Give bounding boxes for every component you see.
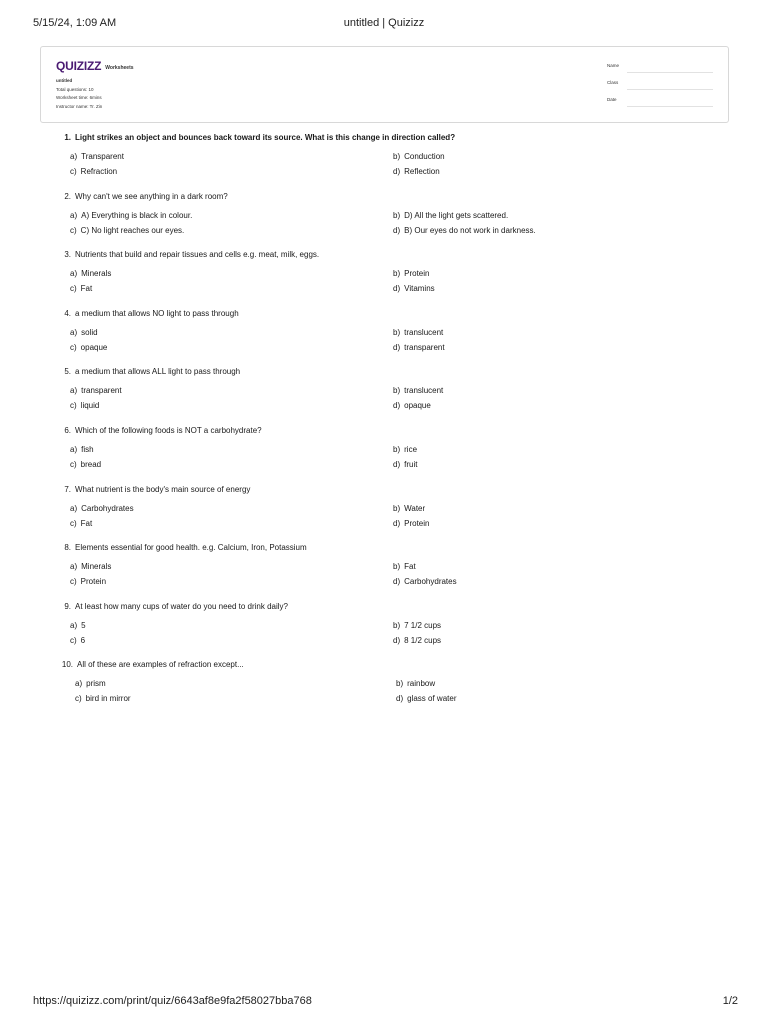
option-text: solid (81, 327, 98, 337)
option-a (70, 503, 134, 514)
option-d (393, 576, 457, 587)
option-text: Vitamins (404, 284, 435, 294)
question-stem (56, 249, 319, 260)
option-letter: a) (70, 562, 78, 572)
date-field-line (627, 106, 713, 107)
option-letter: b) (393, 620, 401, 630)
option-text: 5 (81, 620, 86, 630)
option-a (75, 678, 106, 689)
question-stem (58, 659, 244, 670)
option-d (393, 518, 429, 529)
option-c (75, 693, 131, 704)
question-text: Why can't we see anything in a dark room? (75, 191, 228, 201)
option-a (70, 385, 122, 396)
option-text: fish (81, 444, 94, 454)
option-text: Carbohydrates (404, 577, 457, 587)
option-text: fruit (404, 459, 418, 469)
option-text: Fat (80, 518, 93, 528)
worksheet-meta (56, 77, 102, 111)
question-number: 9. (64, 601, 71, 611)
option-text: bird in mirror (85, 694, 131, 704)
instructor-name: Instructor name: Tr. Zin (56, 103, 103, 109)
option-text: Conduction (404, 152, 445, 161)
option-text: rainbow (407, 679, 436, 689)
worksheet-header-card (40, 46, 729, 123)
option-b (393, 503, 425, 514)
option-letter: b) (393, 503, 401, 513)
option-d (393, 225, 536, 236)
option-text: Fat (80, 284, 93, 294)
option-text: Protein (404, 269, 430, 279)
option-c (70, 518, 92, 529)
question-stem (56, 484, 250, 495)
question-text: Elements essential for good health. e.g. Calcium, Iron, Potassium (75, 543, 307, 553)
name-field-label: Name (607, 63, 620, 68)
question-stem (56, 425, 262, 436)
option-c (70, 459, 101, 470)
question-text: All of these are examples of refraction except... (77, 660, 244, 670)
question-number: 2. (64, 191, 71, 201)
question-number: 4. (64, 308, 71, 318)
option-letter: c) (70, 518, 77, 528)
option-d (396, 693, 456, 704)
option-c (70, 166, 117, 177)
name-field (607, 59, 713, 76)
option-b (393, 327, 443, 338)
option-text: liquid (80, 401, 100, 411)
option-text: B) Our eyes do not work in darkness. (404, 225, 536, 235)
option-text: C) No light reaches our eyes. (80, 225, 185, 235)
option-text: Minerals (81, 269, 112, 279)
print-header (33, 17, 735, 31)
print-url: https://quizizz.com/print/quiz/6643af8e9fa2f58027bba768 (33, 995, 312, 1007)
option-d (393, 342, 445, 353)
total-questions: Total questions: 10 (56, 86, 94, 92)
option-text: bread (80, 459, 102, 469)
option-letter: d) (393, 401, 401, 411)
option-text: Carbohydrates (81, 503, 134, 513)
option-text: transparent (404, 342, 445, 352)
option-letter: c) (70, 342, 77, 352)
question-stem (56, 601, 288, 612)
option-text: D) All the light gets scattered. (404, 210, 509, 220)
option-letter: b) (393, 152, 401, 161)
option-letter: b) (393, 444, 401, 454)
option-letter: a) (70, 386, 78, 396)
option-letter: c) (75, 694, 82, 704)
option-b (393, 268, 429, 279)
option-letter: a) (70, 269, 78, 279)
option-letter: c) (70, 167, 77, 176)
name-field-line (627, 72, 713, 73)
option-text: Minerals (81, 562, 112, 572)
question-text: Nutrients that build and repair tissues and cells e.g. meat, milk, eggs. (75, 250, 320, 260)
question-list (0, 132, 768, 718)
option-letter: d) (393, 167, 401, 176)
question-text: a medium that allows ALL light to pass through (75, 367, 241, 377)
option-letter: c) (70, 401, 77, 411)
option-d (393, 166, 440, 177)
option-c (70, 400, 99, 411)
question-3 (0, 249, 768, 308)
option-text: prism (86, 679, 106, 689)
question-stem (56, 542, 307, 553)
date-field (607, 93, 713, 110)
question-text: Which of the following foods is NOT a carbohydrate? (75, 425, 262, 435)
quizizz-logo: QUIZIZZ (56, 59, 102, 73)
option-letter: a) (70, 444, 78, 454)
worksheet-name: untitled (56, 78, 73, 83)
print-footer (33, 995, 738, 1009)
option-text: Water (404, 503, 426, 513)
print-title: untitled | Quizizz (343, 17, 425, 29)
question-text: What nutrient is the body's main source of energy (75, 484, 251, 494)
option-text: Reflection (404, 167, 440, 176)
option-letter: a) (70, 210, 78, 220)
option-b (396, 678, 435, 689)
option-text: translucent (404, 327, 444, 337)
question-number: 3. (64, 250, 71, 260)
question-text: At least how many cups of water do you need to drink daily? (75, 601, 289, 611)
option-letter: b) (396, 679, 404, 689)
date-field-label: Date (607, 97, 617, 102)
option-letter: b) (393, 327, 401, 337)
page-number: 1/2 (722, 995, 738, 1007)
option-letter: b) (393, 562, 401, 572)
option-b (393, 151, 445, 162)
option-letter: a) (75, 679, 83, 689)
option-text: 7 1/2 cups (404, 620, 442, 630)
option-letter: c) (70, 225, 77, 235)
question-8 (0, 542, 768, 601)
class-field-label: Class (607, 80, 619, 85)
option-text: 6 (80, 635, 86, 645)
question-9 (0, 601, 768, 660)
option-letter: d) (393, 342, 401, 352)
option-d (393, 283, 435, 294)
option-text: Transparent (81, 152, 124, 161)
question-number: 7. (64, 484, 71, 494)
option-text: Refraction (80, 167, 118, 176)
option-text: Protein (80, 577, 107, 587)
option-c (70, 342, 107, 353)
option-a (70, 151, 124, 162)
student-fields (607, 59, 713, 110)
option-letter: d) (393, 459, 401, 469)
option-letter: d) (393, 284, 401, 294)
option-a (70, 327, 98, 338)
option-a (70, 268, 111, 279)
option-letter: a) (70, 503, 78, 513)
option-letter: d) (393, 577, 401, 587)
question-number: 6. (64, 425, 71, 435)
brand (56, 58, 134, 72)
option-letter: a) (70, 327, 78, 337)
question-number: 10. (61, 660, 73, 670)
option-c (70, 283, 92, 294)
question-number: 5. (64, 367, 71, 377)
option-d (393, 400, 431, 411)
option-text: A) Everything is black in colour. (81, 210, 193, 220)
question-stem (56, 366, 240, 377)
option-letter: a) (70, 152, 78, 161)
option-text: opaque (80, 342, 108, 352)
question-number: 8. (64, 543, 71, 553)
option-a (70, 210, 192, 221)
option-letter: d) (393, 635, 401, 645)
option-letter: c) (70, 577, 77, 587)
option-letter: c) (70, 459, 77, 469)
option-letter: b) (393, 386, 401, 396)
option-letter: d) (393, 518, 401, 528)
question-10 (0, 659, 768, 718)
option-b (393, 561, 416, 572)
option-d (393, 459, 417, 470)
option-text: transparent (81, 386, 122, 396)
option-text: 8 1/2 cups (404, 635, 442, 645)
option-letter: a) (70, 620, 78, 630)
option-text: Protein (404, 518, 430, 528)
option-b (393, 444, 417, 455)
brand-subtitle: Worksheets (105, 65, 134, 71)
option-c (70, 576, 106, 587)
question-text: Light strikes an object and bounces back toward its source. What is this change in direction called? (75, 133, 456, 142)
option-text: opaque (404, 401, 431, 411)
worksheet-time: Worksheet time: 6mins (56, 95, 102, 100)
print-date: 5/15/24, 1:09 AM (33, 17, 117, 29)
question-1 (0, 132, 768, 191)
option-letter: b) (393, 269, 401, 279)
option-letter: b) (393, 210, 401, 220)
option-a (70, 561, 111, 572)
option-b (393, 210, 508, 221)
question-text: a medium that allows NO light to pass through (75, 308, 239, 318)
option-d (393, 635, 441, 646)
question-4 (0, 308, 768, 367)
question-5 (0, 366, 768, 425)
question-2 (0, 191, 768, 250)
class-field-line (627, 89, 713, 90)
option-text: translucent (404, 386, 444, 396)
option-c (70, 225, 184, 236)
question-number: 1. (64, 133, 71, 142)
option-letter: c) (70, 635, 77, 645)
question-stem (56, 191, 228, 202)
option-c (70, 635, 85, 646)
option-b (393, 620, 441, 631)
question-7 (0, 484, 768, 543)
option-b (393, 385, 443, 396)
option-text: rice (404, 444, 418, 454)
option-text: glass of water (407, 694, 457, 704)
option-letter: d) (393, 225, 401, 235)
question-6 (0, 425, 768, 484)
question-stem (56, 132, 455, 143)
option-a (70, 620, 86, 631)
option-text: Fat (404, 562, 416, 572)
option-letter: c) (70, 284, 77, 294)
question-stem (56, 308, 239, 319)
option-letter: d) (396, 694, 404, 704)
option-a (70, 444, 94, 455)
class-field (607, 76, 713, 93)
